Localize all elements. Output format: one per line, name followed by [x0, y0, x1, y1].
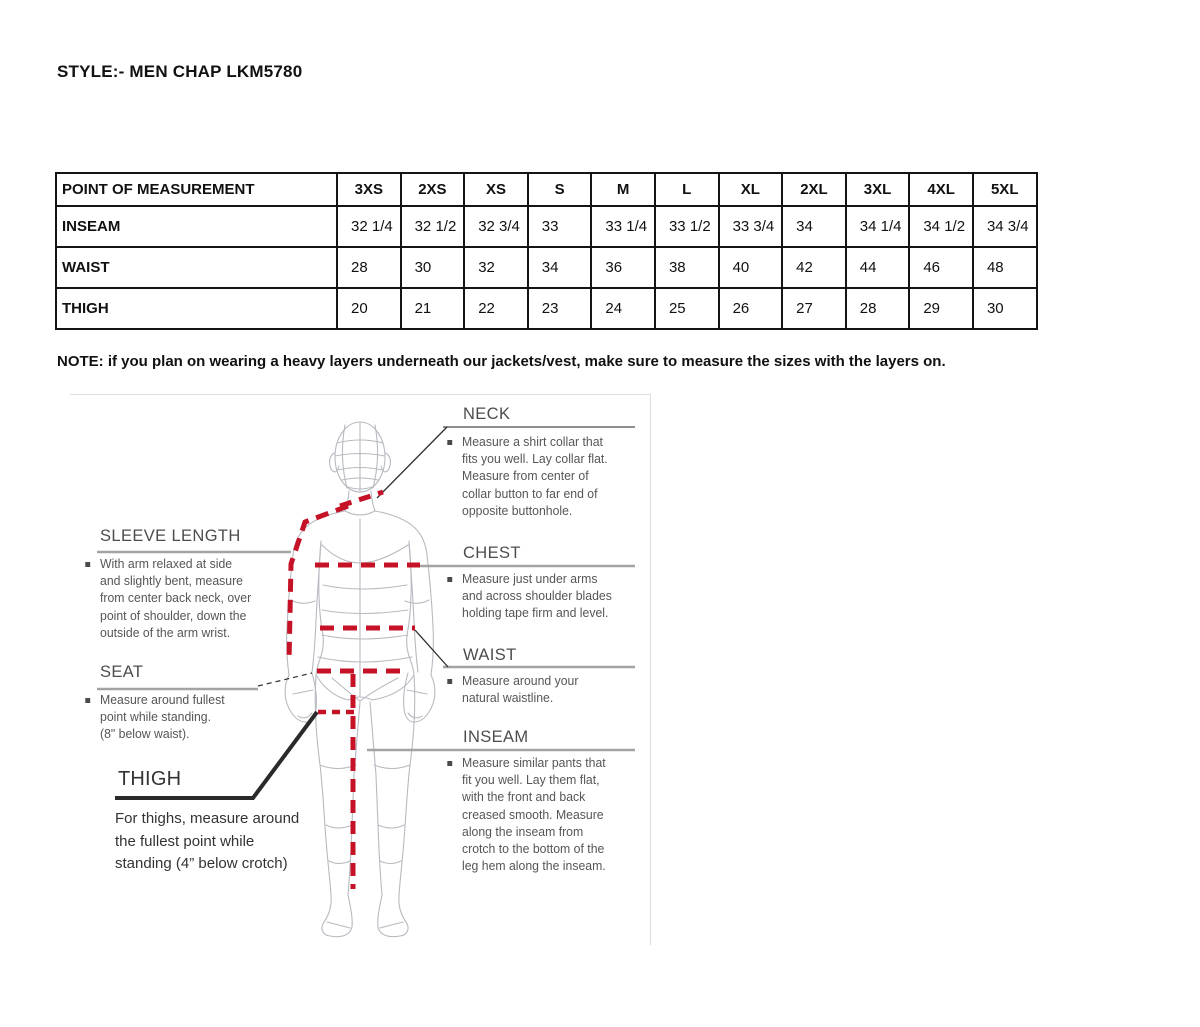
column-header: 2XS: [401, 173, 465, 206]
cell: 40: [719, 247, 783, 288]
cell: 34 3/4: [973, 206, 1037, 247]
bullet-icon: [447, 577, 452, 582]
waist-description: [462, 673, 578, 707]
neck-connector: [377, 427, 447, 498]
cell: 25: [655, 288, 719, 329]
column-header: M: [591, 173, 655, 206]
cell: 30: [401, 247, 465, 288]
desc-line: Measure from center of: [462, 469, 589, 484]
thigh-description: [115, 808, 299, 876]
cell: 38: [655, 247, 719, 288]
cell: 32: [464, 247, 528, 288]
column-header: S: [528, 173, 592, 206]
desc-line: fit you well. Lay them flat,: [462, 773, 600, 788]
measurement-diagram: [70, 394, 651, 945]
desc-line: For thighs, measure around: [115, 810, 300, 827]
desc-line: and slightly bent, measure: [100, 574, 244, 589]
cell: 22: [464, 288, 528, 329]
chest-label: CHEST: [463, 543, 521, 562]
column-header: L: [655, 173, 719, 206]
table-header-row: [56, 173, 1037, 206]
column-header: 3XL: [846, 173, 910, 206]
size-chart-table: [55, 172, 1038, 330]
desc-line: opposite buttonhole.: [462, 503, 573, 518]
cell: 34: [782, 206, 846, 247]
waist-connector: [415, 630, 448, 667]
row-label: WAIST: [56, 247, 337, 288]
sleeve-length-description: [100, 556, 251, 642]
bullet-icon: [447, 440, 452, 445]
column-header: XS: [464, 173, 528, 206]
cell: 34: [528, 247, 592, 288]
row-label: THIGH: [56, 288, 337, 329]
bullet-icon: [447, 761, 452, 766]
inseam-label: INSEAM: [463, 727, 529, 746]
table-row-waist: [56, 247, 1037, 288]
cell: 32 3/4: [464, 206, 528, 247]
desc-line: leg hem along the inseam.: [462, 859, 606, 874]
desc-line: the fullest point while: [115, 832, 255, 850]
bullet-icon: [85, 698, 90, 703]
desc-line: (8" below waist).: [100, 727, 190, 742]
cell: 46: [909, 247, 973, 288]
desc-line: With arm relaxed at side: [100, 557, 233, 571]
table-row-inseam: [56, 206, 1037, 247]
cell: 27: [782, 288, 846, 329]
cell: 33: [528, 206, 592, 247]
seat-connector: [258, 673, 312, 686]
note-text: NOTE: if you plan on wearing a heavy layers underneath our jackets/vest, make sure to measure the sizes with the layers on.: [57, 353, 946, 370]
cell: 44: [846, 247, 910, 288]
cell: 23: [528, 288, 592, 329]
column-header: 4XL: [909, 173, 973, 206]
desc-line: along the inseam from: [462, 824, 584, 839]
bullet-icon: [85, 562, 90, 567]
cell: 34 1/4: [846, 206, 910, 247]
desc-line: creased smooth. Measure: [462, 807, 604, 822]
desc-line: point while standing.: [100, 710, 212, 725]
desc-line: collar button to far end of: [462, 486, 598, 501]
column-header: 5XL: [973, 173, 1037, 206]
desc-line: fits you well. Lay collar flat.: [462, 452, 608, 467]
column-header: 2XL: [782, 173, 846, 206]
column-header: POINT OF MEASUREMENT: [56, 173, 337, 206]
neck-label: NECK: [463, 404, 511, 423]
cell: 33 1/2: [655, 206, 719, 247]
desc-line: Measure just under arms: [462, 572, 598, 586]
row-label: INSEAM: [56, 206, 337, 247]
desc-line: from center back neck, over: [100, 591, 252, 606]
neck-description: [462, 434, 608, 520]
cell: 30: [973, 288, 1037, 329]
chest-description: [462, 571, 612, 623]
column-header: XL: [719, 173, 783, 206]
cell: 21: [401, 288, 465, 329]
seat-description: [100, 692, 225, 744]
cell: 48: [973, 247, 1037, 288]
desc-line: natural waistline.: [462, 691, 554, 706]
cell: 28: [337, 247, 401, 288]
sleeve-length-label: SLEEVE LENGTH: [100, 526, 241, 545]
desc-line: Measure around your: [462, 674, 579, 688]
cell: 26: [719, 288, 783, 329]
desc-line: point of shoulder, down the: [100, 608, 247, 623]
cell: 34 1/2: [909, 206, 973, 247]
desc-line: outside of the arm wrist.: [100, 625, 231, 640]
cell: 42: [782, 247, 846, 288]
cell: 20: [337, 288, 401, 329]
cell: 33 1/4: [591, 206, 655, 247]
inseam-description: [462, 755, 606, 875]
bullet-icon: [447, 679, 452, 684]
cell: 29: [909, 288, 973, 329]
cell: 24: [591, 288, 655, 329]
cell: 32 1/4: [337, 206, 401, 247]
desc-line: and across shoulder blades: [462, 589, 612, 604]
desc-line: holding tape firm and level.: [462, 606, 609, 621]
cell: 32 1/2: [401, 206, 465, 247]
page-title: STYLE:- MEN CHAP LKM5780: [57, 62, 303, 81]
desc-line: crotch to the bottom of the: [462, 842, 605, 857]
desc-line: Measure similar pants that: [462, 756, 606, 770]
cell: 36: [591, 247, 655, 288]
column-header: 3XS: [337, 173, 401, 206]
table-row-thigh: [56, 288, 1037, 329]
desc-line: with the front and back: [462, 790, 586, 805]
waist-label: WAIST: [463, 645, 517, 664]
desc-line: Measure a shirt collar that: [462, 435, 603, 449]
cell: 28: [846, 288, 910, 329]
desc-line: Measure around fullest: [100, 693, 225, 707]
desc-line: standing (4” below crotch): [115, 855, 288, 872]
thigh-label: THIGH: [118, 768, 182, 790]
seat-label: SEAT: [100, 662, 144, 681]
cell: 33 3/4: [719, 206, 783, 247]
neck-measure-line: [340, 492, 383, 506]
